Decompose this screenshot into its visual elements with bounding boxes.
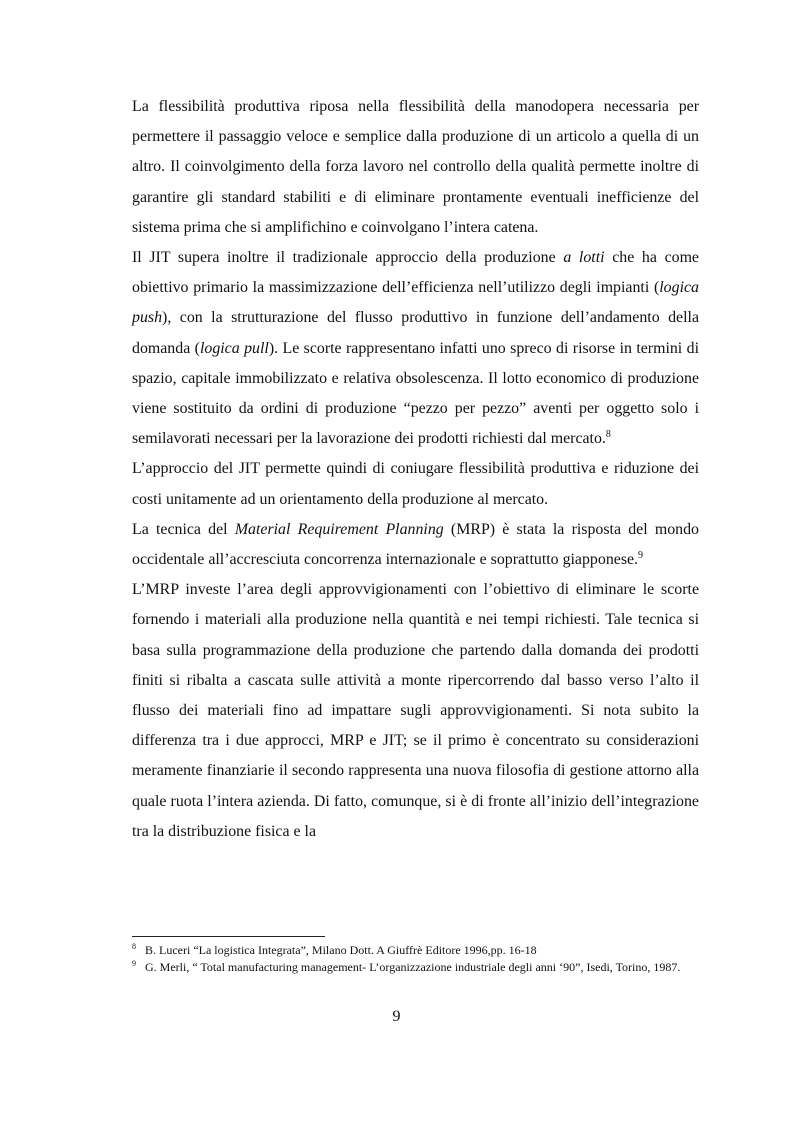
paragraph-2 [132,243,699,454]
page-number: 9 [392,1008,401,1025]
paragraph-4-text-c: (MRP) è stata la risposta del mondo occidentale all’accresciuta concorrenza internazionale e soprattutto giapponese. [132,520,699,569]
footnote-mark: 8 [132,942,136,951]
footnote-ref-9[interactable]: 9 [638,550,644,562]
paragraph-2-italic-a-lotti: a lotti [563,249,605,267]
paragraph-3 [132,454,699,514]
paragraph-5-text: L’MRP investe l’area degli approvvigionamenti con l’obiettivo di eliminare le scorte fornendo i materiali alla produzione nella quantità e nei tempi richiesti. Tale tecnica si basa sulla programmazione della produzione che partendo dalla domanda dei prodotti finiti si ribalta a cascata sulle attività a monte ripercorrendo dal basso verso l’alto il flusso dei materiali fino ad impattare sugli approvvigionamenti. Si nota subito la differenza tra i due approcci, MRP e JIT; se il primo è concentrato su considerazioni meramente finanziarie il secondo rappresenta una nuova filosofia di gestione attorno alla quale ruota l’intera azienda. Di fatto, comunque, si è di fronte all’inizio dell’integrazione tra la distribuzione fisica e la [132,581,699,840]
paragraph-3-text: L’approccio del JIT permette quindi di coniugare flessibilità produttiva e riduzione dei costi unitamente ad un orientamento della produzione al mercato. [132,460,699,508]
footnote-mark: 9 [132,958,136,968]
paragraph-4-text-a: La tecnica del [132,520,235,538]
paragraph-2-text-e: ), con la strutturazione del flusso produttivo in funzione dell’andamento della domanda ( [132,309,699,357]
paragraph-2-text-c: che ha come obiettivo primario la massimizzazione dell’efficienza nell’utilizzo degli impianti ( [132,249,699,297]
paragraph-2-italic-logica-pull: logica pull [199,339,269,357]
footnote-8 [132,943,699,960]
paragraph-1 [132,92,699,243]
footnote-ref-8[interactable]: 8 [605,429,611,441]
footnotes [132,943,699,976]
footnote-separator [132,936,325,937]
paragraph-5 [132,575,699,847]
paragraph-1-text: La flessibilità produttiva riposa nella flessibilità della manodopera necessaria per permettere il passaggio veloce e semplice dalla produzione di un articolo a quella di un altro. Il coinvolgimento della forza lavoro nel controllo della qualità permette inoltre di garantire gli standard stabiliti e di eliminare prontamente eventuali inefficienze del sistema prima che si amplifichino e coinvolgano l’intera catena. [132,98,699,236]
footnote-text: B. Luceri “La logistica Integrata”, Milano Dott. A Giuffrè Editore 1996,pp. 16-18 [145,943,537,957]
footnote-text: G. Merli, “ Total manufacturing management- L’organizzazione industriale degli anni ‘90”, Isedi, Torino, 1987. [145,959,681,974]
paragraph-4 [132,515,699,575]
paragraph-4-italic-mrp: Material Requirement Planning [234,520,444,538]
body-text [132,92,699,847]
paragraph-2-italic-logica-push: logica push [132,279,699,327]
paragraph-2-text-a: Il JIT supera inoltre il tradizionale approccio della produzione [132,249,564,267]
footnote-9 [132,960,699,977]
paragraph-2-text-g: ). Le scorte rappresentano infatti uno spreco di risorse in termini di spazio, capitale immobilizzato e relativa obsolescenza. Il lotto economico di produzione viene sostituito da ordini di produzione “pezzo per pezzo” aventi per oggetto solo i semilavorati necessari per la lavorazione dei prodotti richiesti dal mercato. [132,339,699,448]
